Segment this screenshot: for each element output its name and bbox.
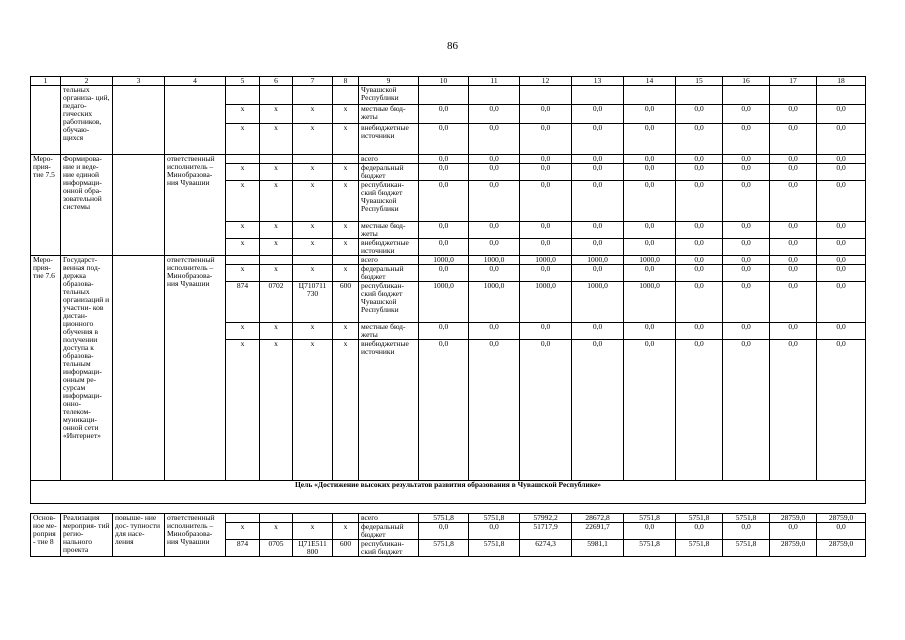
amount-cell: 0,0 [676, 155, 723, 164]
amount-cell: 0,0 [676, 222, 723, 239]
amount-cell: 0,0 [817, 523, 866, 540]
amount-cell: 5981,1 [572, 540, 624, 557]
column-number: 11 [469, 77, 520, 86]
amount-cell: 0,0 [676, 181, 723, 222]
amount-cell: 0,0 [770, 282, 817, 323]
funding-source: внебюджетные источники [359, 124, 419, 155]
event-target [113, 256, 165, 481]
funding-source: республикан- ский бюджет Чувашской Республики [359, 181, 419, 222]
funding-source: местные бюд- жеты [359, 105, 419, 124]
amount-cell: 5751,8 [419, 514, 469, 523]
amount-cell: 0,0 [723, 164, 770, 181]
amount-cell: 5751,8 [419, 540, 469, 557]
code-vr: 600 [333, 540, 359, 557]
amount-cell: 0,0 [770, 181, 817, 222]
code-csr: х [293, 340, 333, 481]
amount-cell: 5751,8 [676, 514, 723, 523]
amount-cell: 0,0 [817, 265, 866, 282]
amount-cell: 5751,8 [723, 540, 770, 557]
code-grbs: х [226, 164, 260, 181]
amount-cell: 22691,7 [572, 523, 624, 540]
amount-cell: 0,0 [572, 155, 624, 164]
amount-cell: 1000,0 [572, 282, 624, 323]
code-rzpr: 0702 [260, 282, 293, 323]
code-vr: х [333, 323, 359, 340]
amount-cell: 0,0 [419, 105, 469, 124]
amount-cell [419, 86, 469, 105]
amount-cell: 0,0 [676, 239, 723, 256]
amount-cell: 0,0 [469, 164, 520, 181]
amount-cell: 0,0 [572, 164, 624, 181]
amount-cell [469, 86, 520, 105]
code-grbs [226, 86, 260, 105]
amount-cell: 0,0 [520, 155, 572, 164]
code-rzpr: х [260, 523, 293, 540]
amount-cell: 0,0 [419, 523, 469, 540]
amount-cell: 5751,8 [624, 540, 676, 557]
column-number: 9 [359, 77, 419, 86]
amount-cell [520, 86, 572, 105]
event-name: Реализация мероприя- тий регио- нального проекта [61, 514, 113, 557]
spacer [31, 504, 866, 514]
amount-cell: 0,0 [520, 222, 572, 239]
amount-cell: 0,0 [817, 256, 866, 265]
code-vr: х [333, 239, 359, 256]
amount-cell: 0,0 [676, 164, 723, 181]
code-rzpr [260, 155, 293, 164]
code-grbs [226, 256, 260, 265]
funding-source: федеральный бюджет [359, 523, 419, 540]
code-csr: х [293, 164, 333, 181]
amount-cell: 0,0 [572, 340, 624, 481]
code-grbs: 874 [226, 540, 260, 557]
event-name: тельных организа- ций, педаго- гических работников, обучаю- щихся [61, 86, 113, 155]
amount-cell: 0,0 [770, 155, 817, 164]
column-number: 5 [226, 77, 260, 86]
amount-cell: 0,0 [770, 523, 817, 540]
code-csr: Ц71Е511 800 [293, 540, 333, 557]
amount-cell: 0,0 [572, 105, 624, 124]
code-rzpr [260, 514, 293, 523]
amount-cell: 0,0 [770, 323, 817, 340]
code-csr: х [293, 105, 333, 124]
code-grbs: х [226, 124, 260, 155]
amount-cell: 0,0 [469, 323, 520, 340]
spacer-row [31, 504, 866, 514]
event-code: Меро- прия- тие 7.5 [31, 155, 61, 256]
amount-cell: 5751,8 [624, 514, 676, 523]
code-csr: х [293, 239, 333, 256]
funding-source: всего [359, 514, 419, 523]
amount-cell: 0,0 [770, 239, 817, 256]
amount-cell: 1000,0 [624, 256, 676, 265]
amount-cell [676, 86, 723, 105]
funding-source: республикан- ский бюджет Чувашской Республики [359, 282, 419, 323]
column-number: 12 [520, 77, 572, 86]
code-rzpr: х [260, 124, 293, 155]
funding-source: внебюджетные источники [359, 340, 419, 481]
code-rzpr: х [260, 181, 293, 222]
code-grbs [226, 155, 260, 164]
column-number: 18 [817, 77, 866, 86]
code-grbs: х [226, 222, 260, 239]
funding-source: федеральный бюджет [359, 164, 419, 181]
event-code: Меро- прия- тие 7.6 [31, 256, 61, 481]
funding-source: внебюджетные источники [359, 239, 419, 256]
code-csr [293, 514, 333, 523]
amount-cell: 0,0 [676, 340, 723, 481]
table-row [31, 155, 866, 164]
code-rzpr: х [260, 323, 293, 340]
amount-cell: 0,0 [723, 155, 770, 164]
column-number-row [31, 77, 866, 86]
code-rzpr: х [260, 265, 293, 282]
event-executor: ответственный исполнитель – Минобразова- ния Чувашии [165, 155, 226, 256]
amount-cell: 5751,8 [676, 540, 723, 557]
amount-cell: 1000,0 [419, 256, 469, 265]
amount-cell: 6274,3 [520, 540, 572, 557]
amount-cell: 0,0 [817, 239, 866, 256]
code-grbs: х [226, 340, 260, 481]
amount-cell: 0,0 [520, 124, 572, 155]
amount-cell: 51717,9 [520, 523, 572, 540]
amount-cell [572, 86, 624, 105]
amount-cell: 0,0 [624, 155, 676, 164]
event-executor: ответственный исполнитель – Минобразова- ния Чувашии [165, 256, 226, 481]
table-row [31, 256, 866, 265]
amount-cell [770, 86, 817, 105]
amount-cell: 28759,0 [817, 540, 866, 557]
goal-row [31, 481, 866, 504]
amount-cell: 0,0 [817, 164, 866, 181]
funding-source: всего [359, 256, 419, 265]
code-vr: х [333, 340, 359, 481]
amount-cell: 0,0 [723, 282, 770, 323]
amount-cell: 0,0 [676, 105, 723, 124]
event-name: Государст- венная под- держка образова- тельных организаций и участни- ков дистан- ционного обучения в получении доступа к образова- тельным информаци- онным ре- сурсам информаци- онно- телеком- муникаци- онной сети «Интернет» [61, 256, 113, 481]
amount-cell: 28759,0 [817, 514, 866, 523]
code-vr: х [333, 222, 359, 239]
code-csr [293, 155, 333, 164]
column-number: 4 [165, 77, 226, 86]
amount-cell: 0,0 [723, 340, 770, 481]
amount-cell: 0,0 [770, 164, 817, 181]
amount-cell: 0,0 [723, 523, 770, 540]
amount-cell: 0,0 [520, 181, 572, 222]
page-number: 86 [447, 40, 458, 52]
code-vr: х [333, 124, 359, 155]
amount-cell: 0,0 [676, 323, 723, 340]
code-csr [293, 256, 333, 265]
amount-cell: 0,0 [723, 222, 770, 239]
code-grbs: х [226, 181, 260, 222]
amount-cell: 1000,0 [419, 282, 469, 323]
amount-cell: 0,0 [469, 105, 520, 124]
amount-cell: 0,0 [624, 323, 676, 340]
amount-cell: 0,0 [723, 105, 770, 124]
amount-cell: 0,0 [676, 265, 723, 282]
amount-cell: 0,0 [723, 239, 770, 256]
event-target [113, 155, 165, 256]
column-number: 8 [333, 77, 359, 86]
code-grbs: х [226, 239, 260, 256]
code-rzpr: х [260, 239, 293, 256]
amount-cell: 1000,0 [572, 256, 624, 265]
amount-cell: 0,0 [572, 181, 624, 222]
amount-cell: 0,0 [817, 340, 866, 481]
column-number: 10 [419, 77, 469, 86]
amount-cell: 0,0 [520, 239, 572, 256]
amount-cell: 0,0 [676, 124, 723, 155]
amount-cell: 1000,0 [469, 256, 520, 265]
amount-cell: 0,0 [723, 256, 770, 265]
code-csr: х [293, 523, 333, 540]
amount-cell: 0,0 [520, 323, 572, 340]
amount-cell: 0,0 [817, 105, 866, 124]
code-rzpr: х [260, 222, 293, 239]
amount-cell: 0,0 [624, 181, 676, 222]
code-csr: Ц710711 730 [293, 282, 333, 323]
column-number: 14 [624, 77, 676, 86]
code-rzpr [260, 256, 293, 265]
amount-cell: 57992,2 [520, 514, 572, 523]
code-vr: х [333, 181, 359, 222]
code-vr [333, 514, 359, 523]
event-target: повыше- ние дос- тупности для насе- ления [113, 514, 165, 557]
column-number: 16 [723, 77, 770, 86]
amount-cell: 0,0 [676, 523, 723, 540]
goal-title: Цель «Достижение высоких результатов развития образования в Чувашской Республике» [31, 481, 866, 504]
funding-source: местные бюд- жеты [359, 323, 419, 340]
amount-cell: 0,0 [469, 124, 520, 155]
code-csr: х [293, 265, 333, 282]
funding-source: Чувашской Республики [359, 86, 419, 105]
code-rzpr: 0705 [260, 540, 293, 557]
code-rzpr [260, 86, 293, 105]
amount-cell: 0,0 [520, 340, 572, 481]
amount-cell: 0,0 [572, 222, 624, 239]
amount-cell: 5751,8 [469, 540, 520, 557]
budget-table [30, 76, 866, 557]
amount-cell: 0,0 [419, 239, 469, 256]
amount-cell: 0,0 [723, 181, 770, 222]
table-row [31, 86, 866, 105]
amount-cell: 1000,0 [624, 282, 676, 323]
amount-cell: 0,0 [770, 124, 817, 155]
event-code [31, 86, 61, 155]
code-csr [293, 86, 333, 105]
code-vr [333, 256, 359, 265]
amount-cell: 0,0 [572, 265, 624, 282]
amount-cell: 0,0 [624, 124, 676, 155]
code-vr [333, 155, 359, 164]
code-grbs: х [226, 265, 260, 282]
amount-cell: 0,0 [419, 164, 469, 181]
amount-cell: 0,0 [723, 265, 770, 282]
amount-cell: 0,0 [624, 265, 676, 282]
amount-cell [817, 86, 866, 105]
event-executor [165, 86, 226, 155]
amount-cell: 0,0 [624, 523, 676, 540]
amount-cell: 0,0 [817, 323, 866, 340]
amount-cell: 1000,0 [520, 282, 572, 323]
amount-cell: 0,0 [520, 265, 572, 282]
amount-cell: 0,0 [419, 124, 469, 155]
amount-cell: 0,0 [572, 323, 624, 340]
amount-cell: 0,0 [469, 239, 520, 256]
amount-cell: 0,0 [817, 124, 866, 155]
amount-cell: 0,0 [624, 222, 676, 239]
code-csr: х [293, 181, 333, 222]
event-name: Формирова- ние и веде- ние единой информаци- онной обра- зовательной системы [61, 155, 113, 256]
amount-cell: 0,0 [419, 181, 469, 222]
amount-cell: 28759,0 [770, 540, 817, 557]
amount-cell: 0,0 [572, 239, 624, 256]
amount-cell: 0,0 [817, 181, 866, 222]
amount-cell: 0,0 [419, 323, 469, 340]
funding-source: местные бюд- жеты [359, 222, 419, 239]
amount-cell: 0,0 [419, 222, 469, 239]
amount-cell: 28759,0 [770, 514, 817, 523]
amount-cell: 0,0 [419, 265, 469, 282]
code-vr: 600 [333, 282, 359, 323]
amount-cell: 0,0 [469, 181, 520, 222]
event-target [113, 86, 165, 155]
amount-cell: 0,0 [624, 164, 676, 181]
column-number: 15 [676, 77, 723, 86]
code-csr: х [293, 323, 333, 340]
amount-cell: 0,0 [520, 105, 572, 124]
code-grbs: х [226, 105, 260, 124]
amount-cell: 0,0 [770, 256, 817, 265]
amount-cell: 0,0 [520, 164, 572, 181]
amount-cell: 0,0 [469, 523, 520, 540]
amount-cell: 5751,8 [723, 514, 770, 523]
amount-cell: 1000,0 [520, 256, 572, 265]
code-rzpr: х [260, 105, 293, 124]
column-number: 2 [61, 77, 113, 86]
column-number: 1 [31, 77, 61, 86]
code-grbs: х [226, 323, 260, 340]
amount-cell [624, 86, 676, 105]
column-number: 17 [770, 77, 817, 86]
code-vr: х [333, 164, 359, 181]
amount-cell: 0,0 [469, 222, 520, 239]
column-number: 7 [293, 77, 333, 86]
table-row [31, 514, 866, 523]
amount-cell: 0,0 [469, 265, 520, 282]
amount-cell: 0,0 [770, 222, 817, 239]
code-grbs [226, 514, 260, 523]
event-executor: ответственный исполнитель – Минобразова- ния Чувашии [165, 514, 226, 557]
amount-cell: 0,0 [624, 105, 676, 124]
funding-source: республикан- ский бюджет [359, 540, 419, 557]
amount-cell: 0,0 [770, 265, 817, 282]
amount-cell: 0,0 [723, 323, 770, 340]
amount-cell: 0,0 [419, 340, 469, 481]
funding-source: федеральный бюджет [359, 265, 419, 282]
funding-source: всего [359, 155, 419, 164]
amount-cell: 0,0 [676, 282, 723, 323]
amount-cell: 0,0 [624, 239, 676, 256]
code-grbs: 874 [226, 282, 260, 323]
code-csr: х [293, 222, 333, 239]
amount-cell: 0,0 [624, 340, 676, 481]
code-vr [333, 86, 359, 105]
code-rzpr: х [260, 164, 293, 181]
amount-cell: 1000,0 [469, 282, 520, 323]
amount-cell: 0,0 [770, 340, 817, 481]
amount-cell: 0,0 [770, 105, 817, 124]
amount-cell: 28672,8 [572, 514, 624, 523]
amount-cell: 0,0 [469, 155, 520, 164]
code-vr: х [333, 105, 359, 124]
code-rzpr: х [260, 340, 293, 481]
column-number: 6 [260, 77, 293, 86]
amount-cell: 0,0 [817, 155, 866, 164]
amount-cell: 5751,8 [469, 514, 520, 523]
amount-cell: 0,0 [723, 124, 770, 155]
code-grbs: х [226, 523, 260, 540]
amount-cell: 0,0 [419, 155, 469, 164]
column-number: 13 [572, 77, 624, 86]
event-code: Основ- ное ме- роприя- тие 8 [31, 514, 61, 557]
amount-cell: 0,0 [572, 124, 624, 155]
column-number: 3 [113, 77, 165, 86]
amount-cell: 0,0 [817, 282, 866, 323]
amount-cell: 0,0 [676, 256, 723, 265]
amount-cell: 0,0 [469, 340, 520, 481]
code-vr: х [333, 523, 359, 540]
code-csr: х [293, 124, 333, 155]
amount-cell [723, 86, 770, 105]
amount-cell: 0,0 [817, 222, 866, 239]
code-vr: х [333, 265, 359, 282]
